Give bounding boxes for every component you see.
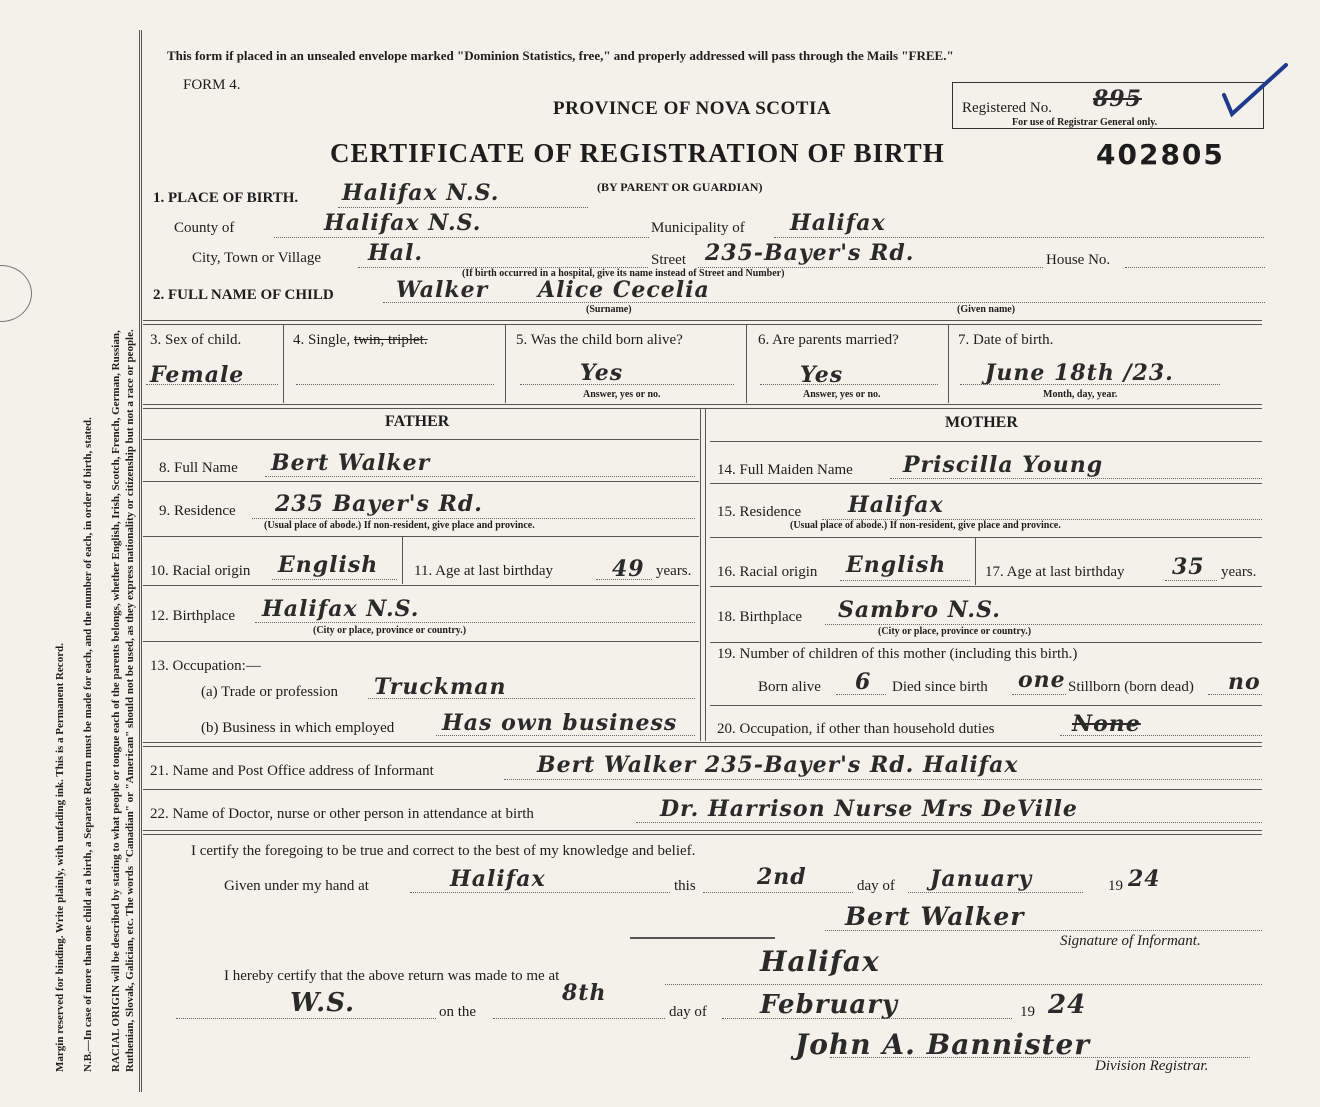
date-of-birth-label: 7. Date of birth. [958, 332, 1054, 348]
registrar-place-value: Halifax [760, 945, 880, 978]
given-place-value: Halifax [450, 866, 546, 892]
registrar-day-value: 8th [562, 980, 607, 1006]
single-label: 4. Single, twin, triplet. [293, 332, 428, 348]
trade-label: (a) Trade or profession [201, 684, 339, 700]
born-alive-question: 5. Was the child born alive? [516, 332, 683, 348]
mother-occupation-label: 20. Occupation, if other than household duties [717, 721, 995, 737]
mother-birthplace-label: 18. Birthplace [717, 609, 802, 625]
city-label: City, Town or Village [192, 250, 322, 266]
division-registrar-label: Division Registrar. [1095, 1058, 1209, 1074]
mother-city-note: (City or place, province or country.) [878, 626, 1032, 637]
born-alive-count: 6 [855, 669, 872, 695]
date-note: Month, day, year. [1043, 389, 1118, 400]
registrar-prefix-value: W.S. [290, 988, 356, 1018]
mother-residence-label: 15. Residence [717, 504, 802, 520]
father-age-label: 11. Age at last birthday [414, 563, 553, 579]
form-number: FORM 4. [183, 77, 241, 93]
registrar-year-value: 24 [1048, 990, 1087, 1020]
certificate-subtitle: (BY PARENT OR GUARDIAN) [597, 180, 763, 194]
parents-married-question: 6. Are parents married? [758, 332, 899, 348]
child-name-label: 2. FULL NAME OF CHILD [153, 287, 334, 303]
place-of-birth-label: 1. PLACE OF BIRTH. [153, 190, 299, 206]
mother-occupation-value: None [1072, 711, 1141, 737]
certify-statement: I certify the foregoing to be true and correct to the best of my knowledge and belief. [191, 843, 696, 859]
born-alive-label: Born alive [758, 679, 821, 695]
street-value: 235-Bayer's Rd. [705, 240, 915, 266]
mail-notice: This form if placed in an unsealed envelope marked "Dominion Statistics, free," and properly addressed will pass through the Mails "FREE." [167, 48, 954, 63]
certificate-title: CERTIFICATE OF REGISTRATION OF BIRTH [330, 138, 945, 168]
registered-number: 895 [1093, 86, 1142, 112]
father-birthplace-value: Halifax N.S. [262, 596, 420, 622]
given-under-hand-label: Given under my hand at [224, 878, 369, 894]
doctor-value: Dr. Harrison Nurse Mrs DeVille [660, 796, 1078, 822]
given-year-prefix: 19 [1108, 878, 1123, 894]
father-residence-label: 9. Residence [159, 503, 236, 519]
died-since-birth-label: Died since birth [892, 679, 988, 695]
margin-note-1: Margin reserved for binding. Write plainly, with unfading ink. This is a Permanent Record. [54, 643, 66, 1072]
municipality-label: Municipality of [651, 220, 745, 236]
province-title: PROVINCE OF NOVA SCOTIA [553, 98, 832, 119]
city-value: Hal. [368, 240, 424, 266]
municipality-value: Halifax [790, 210, 886, 236]
child-surname: Walker [396, 277, 489, 303]
this-label: this [674, 878, 696, 894]
twin-triplet-struck: twin, triplet. [353, 332, 428, 348]
registrar-day-of-label: day of [669, 1004, 707, 1020]
place-of-birth-value: Halifax N.S. [342, 180, 500, 206]
father-heading: FATHER [385, 413, 450, 430]
registrar-statement: I hereby certify that the above return was made to me at [224, 968, 560, 984]
hospital-note: (If birth occurred in a hospital, give its name instead of Street and Number) [462, 268, 785, 279]
signature-of-informant-label: Signature of Informant. [1060, 933, 1201, 949]
house-no-label: House No. [1046, 252, 1111, 268]
margin-note-3: RACIAL ORIGIN will be described by stating to what people or tongue each of the parents belongs, whether English, Irish, Scotch, French, German, Russian, [110, 330, 122, 1072]
mother-heading: MOTHER [945, 414, 1018, 431]
on-the-label: on the [439, 1004, 477, 1020]
mother-abode-note: (Usual place of abode.) If non-resident, give place and province. [790, 520, 1061, 531]
father-racial-origin-label: 10. Racial origin [150, 563, 251, 579]
mother-name-value: Priscilla Young [903, 452, 1104, 478]
father-occupation-label: 13. Occupation:— [150, 658, 261, 674]
given-name-note: (Given name) [957, 304, 1016, 315]
parents-married-answer: Yes [800, 362, 844, 388]
father-name-label: 8. Full Name [159, 460, 238, 476]
mother-residence-value: Halifax [848, 492, 944, 518]
registrar-signature: John A. Bannister [795, 1028, 1091, 1061]
answer-note-1: Answer, yes or no. [583, 389, 661, 400]
children-count-label: 19. Number of children of this mother (including this birth.) [717, 646, 1078, 662]
registrar-year-prefix: 19 [1020, 1004, 1035, 1020]
given-month-value: January [930, 866, 1033, 892]
informant-signature: Bert Walker [845, 902, 1025, 931]
county-value: Halifax N.S. [324, 210, 482, 236]
given-day-value: 2nd [757, 864, 807, 890]
business-value: Has own business [442, 710, 678, 736]
binding-hole [0, 265, 32, 322]
mother-racial-origin-value: English [846, 552, 947, 578]
sex-label: 3. Sex of child. [150, 332, 242, 348]
registrar-note: For use of Registrar General only. [1012, 117, 1158, 128]
day-of-label: day of [857, 878, 895, 894]
trade-value: Truckman [374, 674, 507, 700]
died-since-birth-value: one [1018, 667, 1066, 693]
informant-label: 21. Name and Post Office address of Informant [150, 763, 434, 779]
business-label: (b) Business in which employed [201, 720, 395, 736]
checkmark-icon [1220, 60, 1290, 120]
given-year-value: 24 [1128, 866, 1161, 892]
mother-racial-origin-label: 16. Racial origin [717, 564, 818, 580]
mother-name-label: 14. Full Maiden Name [717, 462, 853, 478]
mother-age-value: 35 [1172, 554, 1205, 580]
mother-birthplace-value: Sambro N.S. [838, 597, 1001, 623]
stillborn-value: no [1228, 669, 1261, 695]
street-label: Street [651, 252, 686, 268]
registrar-month-value: February [760, 990, 899, 1020]
father-name-value: Bert Walker [271, 450, 431, 476]
mother-age-label: 17. Age at last birthday [985, 564, 1125, 580]
father-city-note: (City or place, province or country.) [313, 625, 467, 636]
born-alive-answer: Yes [580, 360, 624, 386]
father-birthplace-label: 12. Birthplace [150, 608, 235, 624]
father-age-value: 49 [612, 556, 645, 582]
mother-years: years. [1221, 564, 1257, 580]
certificate-number: 402805 [1096, 138, 1225, 171]
date-of-birth-value: June 18th /23. [985, 360, 1174, 386]
doctor-label: 22. Name of Doctor, nurse or other person in attendance at birth [150, 806, 534, 822]
informant-value: Bert Walker 235-Bayer's Rd. Halifax [537, 752, 1019, 778]
sex-value: Female [150, 362, 245, 388]
answer-note-2: Answer, yes or no. [803, 389, 881, 400]
stillborn-label: Stillborn (born dead) [1068, 679, 1194, 695]
father-racial-origin-value: English [278, 552, 379, 578]
registered-label: Registered No. [962, 100, 1052, 116]
margin-note-4: Ruthenian, Slovak, Galician, etc. The words "Canadian" or "American" should not be used, as they express nationality or citizenship but not a race or people. [124, 329, 136, 1072]
father-years: years. [656, 563, 692, 579]
surname-note: (Surname) [586, 304, 632, 315]
margin-note-2: N.B.—In case of more than one child at a birth, a Separate Return must be made for each, and the number of each, in order of birth, stated. [82, 417, 94, 1072]
child-given-name: Alice Cecelia [538, 277, 710, 303]
county-label: County of [174, 220, 235, 236]
father-abode-note: (Usual place of abode.) If non-resident, give place and province. [264, 520, 535, 531]
binding-margin-line [139, 30, 142, 1092]
father-residence-value: 235 Bayer's Rd. [275, 491, 483, 517]
